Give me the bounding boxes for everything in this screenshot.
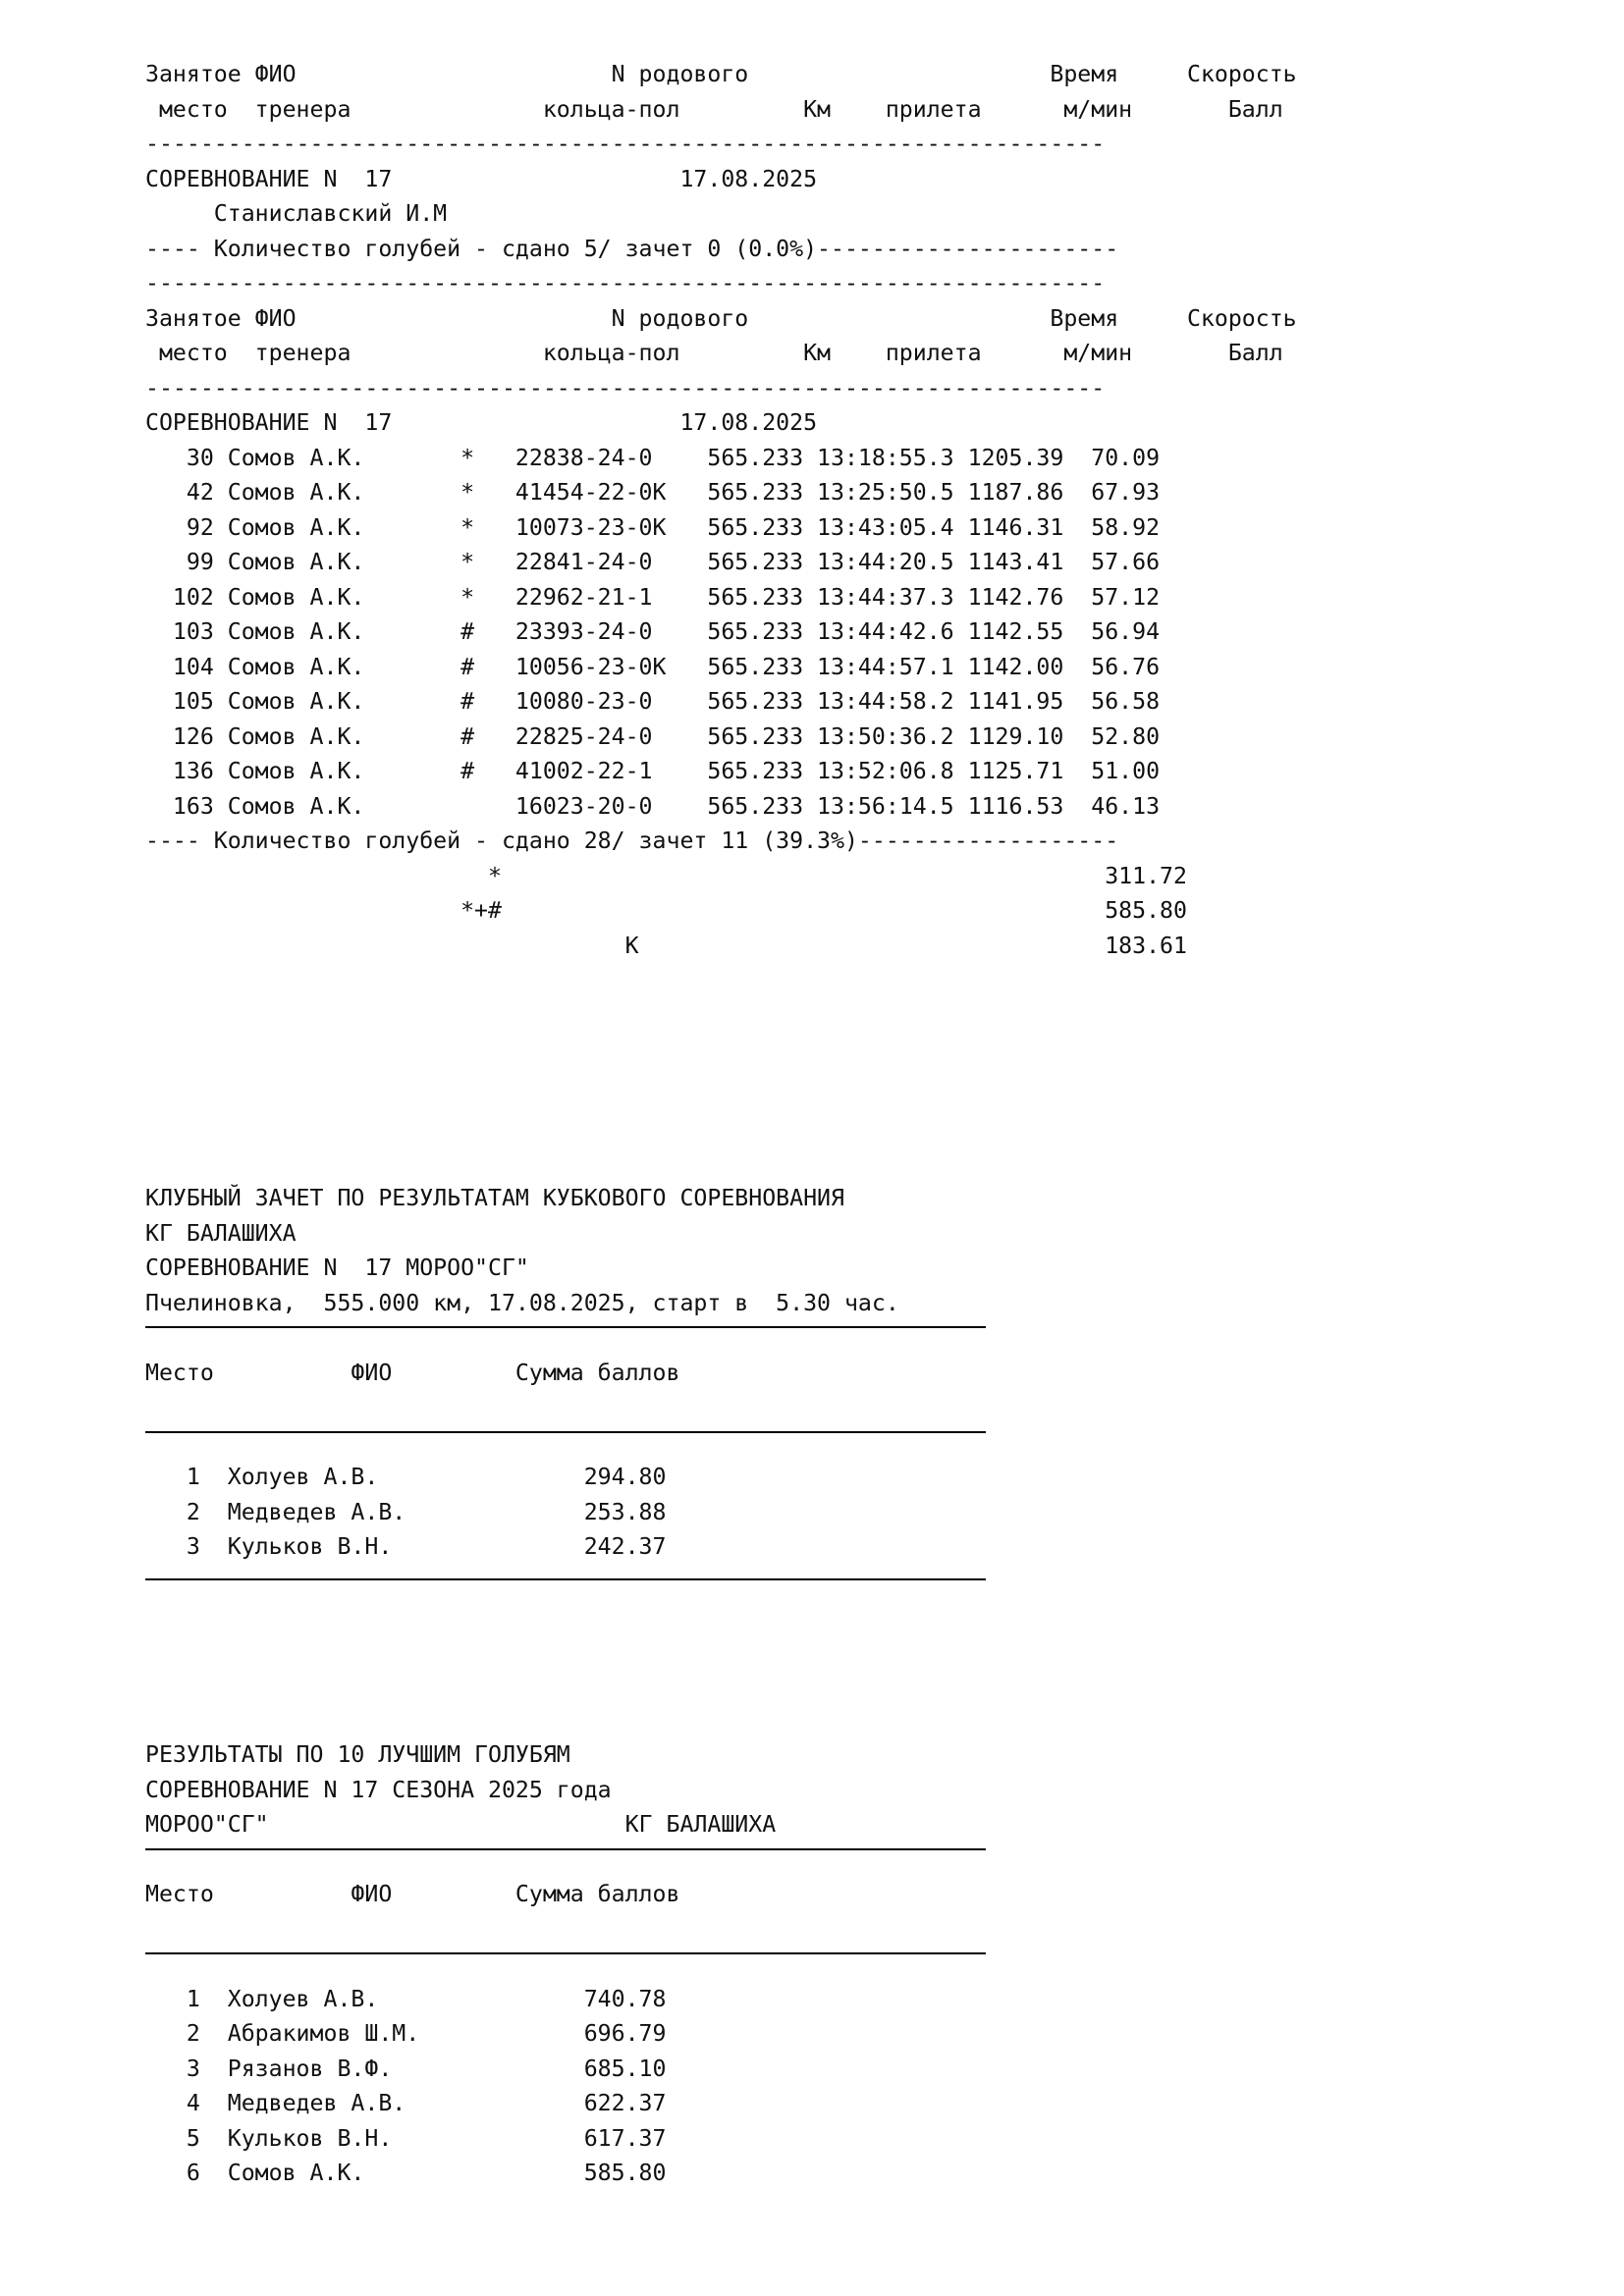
competition-2-title-row: СОРЕВНОВАНИЕ N 17 17.08.2025 [145, 409, 818, 436]
table-row: 1 Холуев А.В. 740.78 [145, 1985, 667, 2012]
table-row: 126 Сомов А.К. # 22825-24-0 565.233 13:50:36.2 1129.10 52.80 [145, 722, 1161, 750]
results-separator-1: ---------------------------------------------------------------------- [145, 131, 1106, 157]
best10-section [145, 1737, 776, 2191]
total-row-star-hash: *+# 585.80 [145, 897, 1187, 924]
results-separator-3: ---------------------------------------------------------------------- [145, 374, 1106, 401]
table-row: 5 Кульков В.Н. 617.37 [145, 2124, 667, 2152]
best10-header-row: Место ФИО Сумма баллов [145, 1881, 680, 1907]
club-table-bottom-rule [145, 1578, 986, 1580]
best10-table-mid-rule [145, 1952, 986, 1954]
results-header-row-bottom-2: место тренера кольца-пол Км прилета м/мин Балл [145, 340, 1283, 366]
table-row: 103 Сомов А.К. # 23393-24-0 565.233 13:44:42.6 1142.55 56.94 [145, 618, 1161, 645]
table-row: 99 Сомов А.К. * 22841-24-0 565.233 13:44:20.5 1143.41 57.66 [145, 549, 1161, 575]
table-row: 3 Кульков В.Н. 242.37 [145, 1533, 667, 1560]
best10-title-2: СОРЕВНОВАНИЕ N 17 СЕЗОНА 2025 года [145, 1776, 612, 1803]
club-title-1: КЛУБНЫЙ ЗАЧЕТ ПО РЕЗУЛЬТАТАМ КУБКОВОГО СОРЕВНОВАНИЯ [145, 1185, 844, 1211]
table-row: 3 Рязанов В.Ф. 685.10 [145, 2055, 667, 2082]
competition-1-summary: ---- Количество голубей - сдано 5/ зачет 0 (0.0%)---------------------- [145, 235, 1119, 262]
table-row: 163 Сомов А.К. 16023-20-0 565.233 13:56:14.5 1116.53 46.13 [145, 792, 1161, 820]
competition-2-summary: ---- Количество голубей - сдано 28/ зачет 11 (39.3%)------------------- [145, 828, 1119, 854]
total-row-star: * 311.72 [145, 862, 1187, 889]
table-row: 4 Медведев А.В. 622.37 [145, 2090, 667, 2116]
club-header-row: Место ФИО Сумма баллов [145, 1359, 680, 1386]
results-section [145, 57, 1297, 963]
table-row: 136 Сомов А.К. # 41002-22-1 565.233 13:52:06.8 1125.71 51.00 [145, 758, 1161, 784]
table-row: 6 Сомов А.К. 585.80 [145, 2160, 667, 2186]
best10-spacer-2 [145, 1912, 776, 1948]
table-row: 2 Абракимов Ш.М. 696.79 [145, 2020, 667, 2047]
competition-1-title-row: СОРЕВНОВАНИЕ N 17 17.08.2025 [145, 165, 818, 192]
table-row: 30 Сомов А.К. * 22838-24-0 565.233 13:18:55.3 1205.39 70.09 [145, 444, 1161, 471]
table-row: 1 Холуев А.В. 294.80 [145, 1464, 667, 1490]
table-row: 102 Сомов А.К. * 22962-21-1 565.233 13:44:37.3 1142.76 57.12 [145, 583, 1161, 611]
competition-1-trainer: Станиславский И.М [145, 200, 448, 227]
total-row-k: К 183.61 [145, 932, 1187, 959]
best10-title-1: РЕЗУЛЬТАТЫ ПО 10 ЛУЧШИМ ГОЛУБЯМ [145, 1741, 570, 1768]
table-row: 42 Сомов А.К. * 41454-22-0К 565.233 13:25:50.5 1187.86 67.93 [145, 479, 1161, 506]
best10-title-3: МОРОО"СГ" КГ БАЛАШИХА [145, 1811, 777, 1838]
results-header-row-top-2: Занятое ФИО N родового Время Скорость [145, 304, 1297, 332]
club-section [145, 1181, 899, 1565]
best10-table-top-rule [145, 1848, 986, 1850]
club-title-4: Пчелиновка, 555.000 км, 17.08.2025, старт в 5.30 час. [145, 1289, 899, 1316]
table-row: 92 Сомов А.К. * 10073-23-0К 565.233 13:43:05.4 1146.31 58.92 [145, 513, 1161, 541]
table-row: 105 Сомов А.К. # 10080-23-0 565.233 13:44:58.2 1141.95 56.58 [145, 688, 1161, 715]
club-table-top-rule [145, 1326, 986, 1328]
club-title-2: КГ БАЛАШИХА [145, 1219, 297, 1247]
club-spacer-2 [145, 1390, 899, 1425]
club-table-mid-rule [145, 1431, 986, 1433]
results-header-row-bottom: место тренера кольца-пол Км прилета м/мин Балл [145, 95, 1283, 123]
results-header-row-top: Занятое ФИО N родового Время Скорость [145, 61, 1297, 87]
results-separator-2: ---------------------------------------------------------------------- [145, 270, 1106, 296]
table-row: 104 Сомов А.К. # 10056-23-0К 565.233 13:44:57.1 1142.00 56.76 [145, 653, 1161, 680]
club-title-3: СОРЕВНОВАНИЕ N 17 МОРОО"СГ" [145, 1255, 529, 1281]
table-row: 2 Медведев А.В. 253.88 [145, 1498, 667, 1525]
